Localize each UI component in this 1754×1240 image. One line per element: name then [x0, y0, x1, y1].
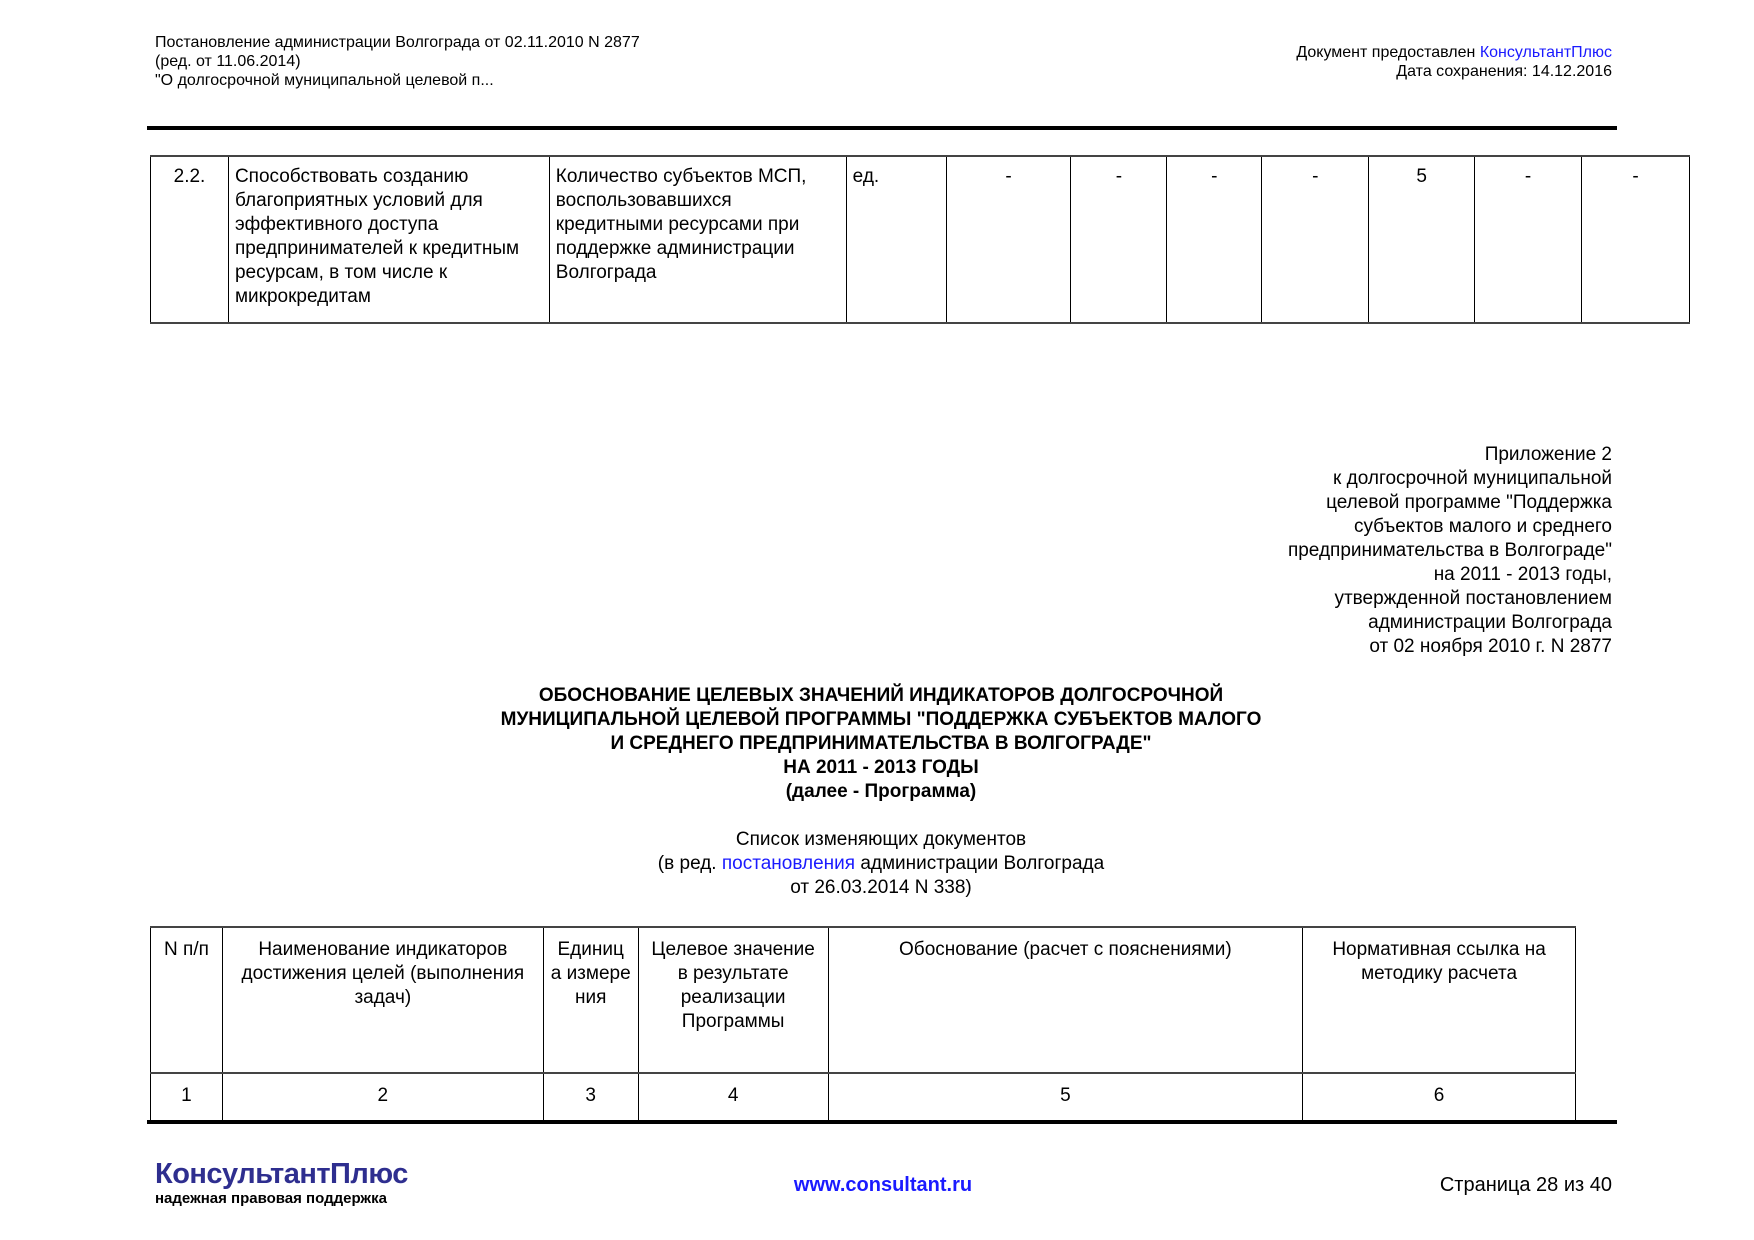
number-cell: 2 — [222, 1073, 543, 1123]
table-row — [151, 156, 1690, 323]
header-line: (ред. от 11.06.2014) — [155, 53, 301, 70]
indicators-table-continued — [150, 155, 1690, 324]
number-cell: 4 — [638, 1073, 828, 1123]
header-cell: Единиц а измере ния — [543, 927, 638, 1073]
title-line: И СРЕДНЕГО ПРЕДПРИНИМАТЕЛЬСТВА В ВОЛГОГРАДЕ" — [610, 733, 1152, 754]
cell-indicator: Количество субъектов МСП, воспользовавшихся кредитными ресурсами при поддержке администрации Волгограда — [549, 156, 846, 323]
appendix-note — [1288, 443, 1612, 659]
appendix-line: субъектов малого и среднего — [1353, 516, 1612, 537]
header-cell: Наименование индикаторов достижения целей (выполнения задач) — [222, 927, 543, 1073]
header-cell: Нормативная ссылка на методику расчета — [1303, 927, 1576, 1073]
appendix-line: целевой программе "Поддержка — [1326, 492, 1612, 513]
header-cell: Обоснование (расчет с пояснениями) — [828, 927, 1303, 1073]
appendix-line: предпринимательства в Волгограде" — [1287, 540, 1612, 561]
cell-value: - — [1167, 156, 1262, 323]
title-line: (далее - Программа) — [785, 781, 977, 802]
cell-value: - — [1475, 156, 1582, 323]
header-cell: N п/п — [151, 927, 223, 1073]
cell-num: 2.2. — [151, 156, 229, 323]
resolution-link[interactable]: постановления — [721, 853, 856, 874]
document-header-provider — [1296, 43, 1612, 81]
changes-list — [0, 828, 1754, 900]
consultant-link[interactable]: КонсультантПлюс — [1479, 44, 1612, 61]
appendix-line: утвержденной постановлением — [1334, 588, 1612, 609]
header-cell: Целевое значение в результате реализации Программы — [638, 927, 828, 1073]
save-date: Дата сохранения: 14.12.2016 — [1396, 63, 1612, 80]
title-line: ОБОСНОВАНИЕ ЦЕЛЕВЫХ ЗНАЧЕНИЙ ИНДИКАТОРОВ ДОЛГОСРОЧНОЙ — [538, 685, 1224, 706]
cell-value: - — [946, 156, 1071, 323]
provided-by-label: Документ предоставлен — [1296, 44, 1480, 61]
table-header-row — [151, 927, 1576, 1073]
appendix-line: администрации Волгограда — [1368, 612, 1612, 633]
appendix-line: к долгосрочной муниципальной — [1333, 468, 1612, 489]
header-divider — [147, 126, 1617, 130]
cell-value: - — [1582, 156, 1690, 323]
header-line: Постановление администрации Волгограда от 02.11.2010 N 2877 — [155, 34, 640, 51]
logo-tagline: надежная правовая поддержка — [155, 1190, 387, 1207]
logo-text: КонсультантПлюс — [155, 1158, 408, 1190]
number-cell: 5 — [828, 1073, 1303, 1123]
appendix-line: от 02 ноября 2010 г. N 2877 — [1369, 636, 1612, 657]
number-cell: 1 — [151, 1073, 223, 1123]
cell-task: Способствовать созданию благоприятных условий для эффективного доступа предпринимателей к кредитным ресурсам, в том числе к микрокредитам — [228, 156, 549, 323]
changes-date: от 26.03.2014 N 338) — [790, 877, 972, 898]
header-line: "О долгосрочной муниципальной целевой п... — [155, 72, 494, 89]
appendix-line: на 2011 - 2013 годы, — [1433, 564, 1612, 585]
table-number-row — [151, 1073, 1576, 1123]
section-title — [0, 684, 1754, 804]
site-link[interactable]: www.consultant.ru — [793, 1174, 973, 1196]
page-number: Страница 28 из 40 — [1439, 1174, 1612, 1196]
cell-unit: ед. — [846, 156, 946, 323]
changes-heading: Список изменяющих документов — [735, 829, 1027, 850]
footer-divider — [147, 1120, 1617, 1124]
document-header-title — [155, 33, 640, 90]
cell-value: - — [1262, 156, 1369, 323]
cell-value: - — [1071, 156, 1167, 323]
appendix-line: Приложение 2 — [1484, 444, 1612, 465]
number-cell: 6 — [1303, 1073, 1576, 1123]
cell-value: 5 — [1369, 156, 1475, 323]
changes-prefix: (в ред. — [657, 853, 722, 874]
changes-suffix: администрации Волгограда — [855, 853, 1105, 874]
number-cell: 3 — [543, 1073, 638, 1123]
justification-table — [150, 926, 1576, 1124]
title-line: МУНИЦИПАЛЬНОЙ ЦЕЛЕВОЙ ПРОГРАММЫ "ПОДДЕРЖКА СУБЪЕКТОВ МАЛОГО — [500, 709, 1262, 730]
title-line: НА 2011 - 2013 ГОДЫ — [783, 757, 979, 778]
